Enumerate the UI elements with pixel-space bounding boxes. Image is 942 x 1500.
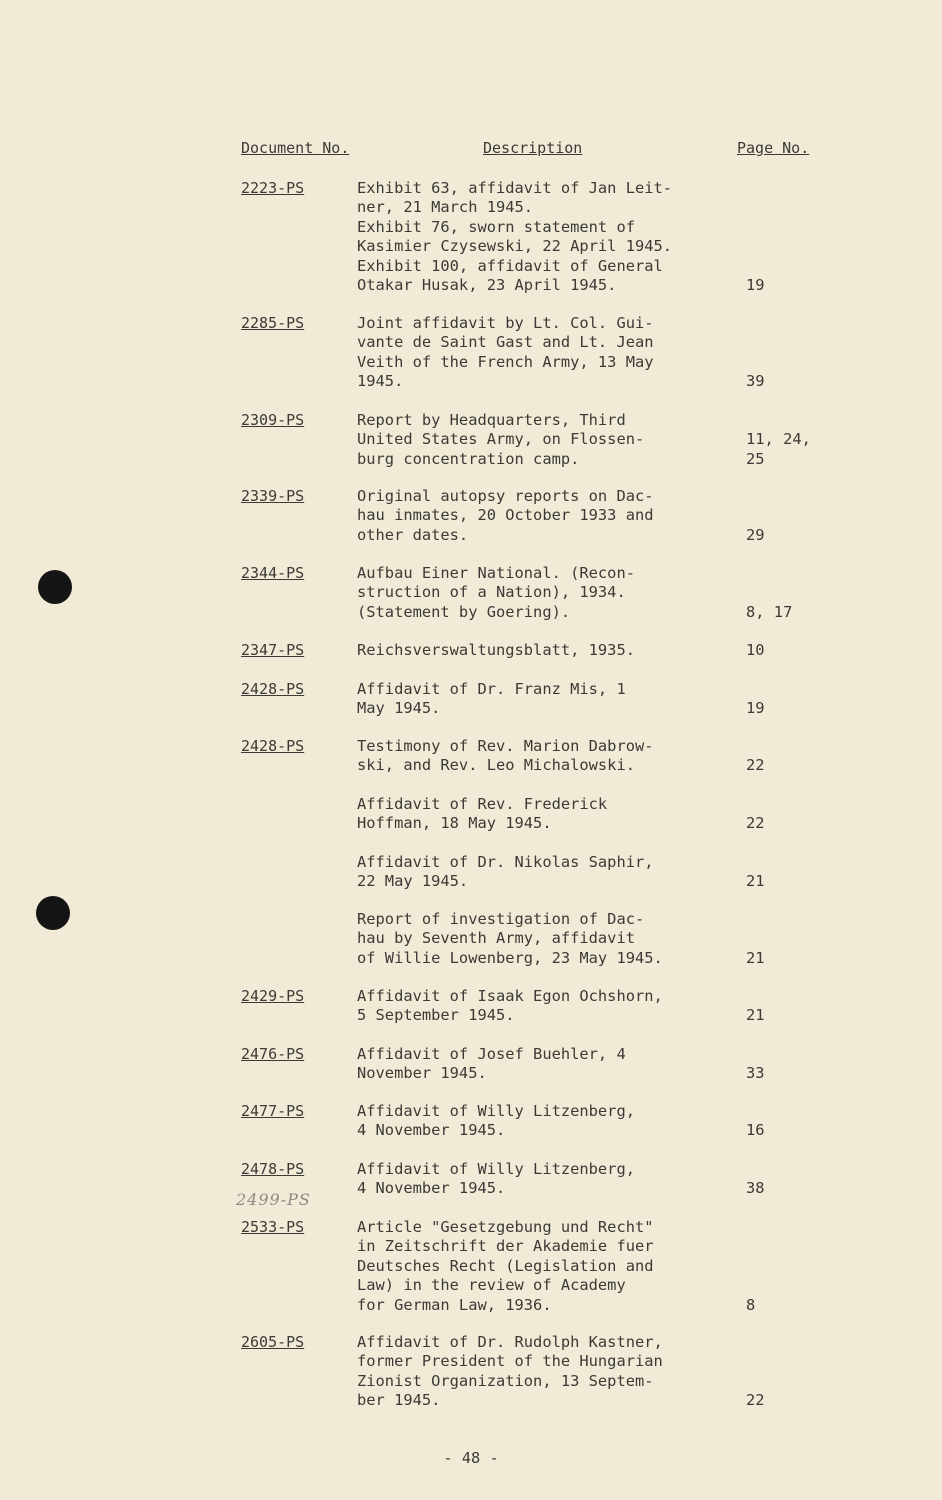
document-number: 2344-PS (241, 564, 305, 582)
document-description: Affidavit of Dr. Nikolas Saphir, 22 May 1945. (357, 853, 654, 891)
document-number: 2478-PS (241, 1160, 305, 1178)
document-description: Testimony of Rev. Marion Dabrow- ski, and Rev. Leo Michalowski. (357, 737, 654, 775)
page-reference: 33 (746, 1064, 765, 1083)
page-number: - 48 - (443, 1449, 499, 1467)
handwritten-note: 2499-PS (236, 1190, 311, 1209)
column-header-page-no: Page No. (737, 139, 810, 157)
document-description: Report by Headquarters, Third United States Army, on Flossen- burg concentration camp. (357, 411, 645, 468)
document-number: 2605-PS (241, 1333, 305, 1351)
document-description: Affidavit of Rev. Frederick Hoffman, 18 May 1945. (357, 795, 608, 833)
document-number: 2429-PS (241, 987, 305, 1005)
document-number: 2476-PS (241, 1045, 305, 1063)
punch-hole (38, 570, 72, 604)
page-reference: 10 (746, 641, 765, 659)
page-reference: 39 (746, 372, 765, 391)
document-number: 2477-PS (241, 1102, 305, 1120)
page-reference: 8, 17 (746, 602, 793, 621)
document-number: 2428-PS (241, 737, 305, 755)
page-reference: 38 (746, 1179, 765, 1198)
column-header-document-no: Document No. (241, 139, 350, 157)
document-description: Joint affidavit by Lt. Col. Gui- vante de Saint Gast and Lt. Jean Veith of the French Army, 13 May 1945. (357, 314, 654, 391)
page-reference: 19 (746, 699, 765, 718)
page-reference: 8 (746, 1295, 756, 1314)
document-description: Aufbau Einer National. (Recon- struction of a Nation), 1934. (Statement by Goering). (357, 564, 635, 621)
document-number: 2428-PS (241, 680, 305, 698)
document-number: 2223-PS (241, 179, 305, 197)
document-description: Report of investigation of Dac- hau by Seventh Army, affidavit of Willie Lowenberg, 23 May 1945. (357, 910, 663, 967)
document-description: Affidavit of Isaak Egon Ochshorn, 5 September 1945. (357, 987, 663, 1025)
document-number: 2285-PS (241, 314, 305, 332)
page-reference: 22 (746, 1391, 765, 1410)
column-header-description: Description (483, 139, 583, 157)
page-reference: 19 (746, 276, 765, 294)
document-description: Affidavit of Dr. Rudolph Kastner, former President of the Hungarian Zionist Organization, 13 Septem- ber 1945. (357, 1333, 663, 1410)
page-reference: 21 (746, 872, 765, 891)
page-reference: 29 (746, 525, 765, 544)
page-reference: 11, 24, 25 (746, 430, 811, 468)
page-reference: 21 (746, 948, 765, 967)
document-description: Affidavit of Willy Litzenberg, 4 November 1945. (357, 1102, 635, 1140)
punch-hole (36, 896, 70, 930)
document-description: Reichsverswaltungsblatt, 1935. (357, 641, 635, 659)
document-description: Affidavit of Josef Buehler, 4 November 1945. (357, 1045, 626, 1083)
document-description: Article "Gesetzgebung und Recht" in Zeitschrift der Akademie fuer Deutsches Recht (Legislation and Law) in the review of Academy for German Law, 1936. (357, 1218, 654, 1314)
page-reference: 22 (746, 756, 765, 775)
document-number: 2347-PS (241, 641, 305, 659)
document-description: Exhibit 63, affidavit of Jan Leit- ner, 21 March 1945. Exhibit 76, sworn statement of Kasimier Czysewski, 22 April 1945. Exhibit 100, affidavit of General Otakar Husak, 23 April 1945. (357, 179, 673, 295)
page-reference: 22 (746, 814, 765, 833)
document-description: Original autopsy reports on Dac- hau inmates, 20 October 1933 and other dates. (357, 487, 654, 544)
page-reference: 21 (746, 1006, 765, 1025)
document-description: Affidavit of Willy Litzenberg, 4 November 1945. (357, 1160, 635, 1198)
page-reference: 16 (746, 1121, 765, 1140)
document-description: Affidavit of Dr. Franz Mis, 1 May 1945. (357, 680, 626, 718)
document-number: 2533-PS (241, 1218, 305, 1236)
document-number: 2339-PS (241, 487, 305, 505)
document-number: 2309-PS (241, 411, 305, 429)
